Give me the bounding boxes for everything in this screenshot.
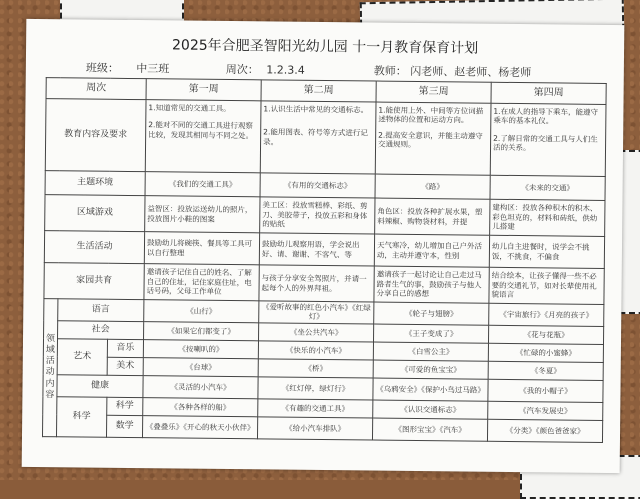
fine-arts-week-1: 《台球》: [143, 357, 258, 376]
content-w1-item-1: 1.知道常见的交通工具。: [148, 103, 231, 114]
health-week-3: 《乌鸦安全》《保护小鸟过马路》: [373, 378, 488, 401]
week-label: 周次：: [225, 62, 259, 77]
areas-week-2: 美工区：投放雪糕棒、彩纸、剪刀、美胶带子，投放五彩和身体的贴纸: [260, 197, 375, 234]
family-week-4: 结合绘本，让孩子懂得一些不必要的交通礼节，如对长辈使用礼貌语言: [489, 267, 604, 304]
domain-activities-label: 领域活动内容: [42, 299, 57, 437]
row-label-life: 生活活动: [44, 231, 144, 264]
header-week-4: 第四周: [491, 82, 606, 104]
science-week-4: 《汽车发展史》: [488, 401, 603, 420]
theme-week-3: 《路》: [375, 174, 490, 199]
content-w1-item-2: 2.能对不同的交通工具进行观察比较，发现其相同与不同之处。: [148, 120, 254, 141]
social-week-1: 《如果它们都变了》: [144, 321, 259, 340]
teacher-value: 闪老师、赵老师、杨老师: [410, 64, 532, 80]
life-week-1: 鼓励幼儿将碗筷、餐具等工具可以自行整理: [144, 232, 259, 265]
areas-week-3: 角色区：投放各种扩展水果，塑料辣椒、购物袋材料，并提: [375, 198, 490, 235]
fine-arts-week-4: 《冬夏》: [488, 361, 603, 380]
social-week-3: 《王子变成了》: [374, 324, 489, 343]
fine-arts-week-2: 《桥》: [258, 359, 373, 378]
math-week-3: 《图形宝宝》《汽车》: [372, 418, 487, 441]
content-w4-item-1: 1.在成人的指导下乘车，能遵守乘车的基本礼仪。: [493, 106, 599, 126]
content-w4-item-2: 2.了解日常的交通工具与人们生活的关系。: [493, 133, 598, 153]
content-w3-item-1: 1.能使用上外、中间等方位词描述物体的位置和运动方向。: [378, 105, 484, 125]
header-week-3: 第三周: [376, 81, 491, 103]
social-week-4: 《花与花瓶》: [489, 325, 604, 344]
music-week-2: 《快乐的小汽车》: [258, 341, 373, 360]
theme-week-1: 《我们的交通工具》: [145, 172, 260, 197]
life-week-2: 鼓励幼儿观察用语，学会说出好、请、谢谢、不客气、等: [259, 233, 374, 266]
health-week-4: 《我的小帽子》: [488, 379, 603, 402]
table-row: [42, 414, 602, 442]
table-row: [44, 263, 604, 305]
row-label-content: 教育内容及要求: [45, 99, 146, 172]
content-week-4: [490, 103, 606, 176]
family-week-3: 邀请孩子一起讨论让自己走过马路者生气的事，鼓励孩子与他人分享自己的感想: [374, 266, 489, 303]
science-week-1: 《各种各样的船》: [143, 397, 258, 416]
health-week-1: 《灵活的小汽车》: [143, 375, 258, 398]
class-value: 中三班: [136, 62, 170, 76]
language-week-4: 《宇宙旅行》《月亮的孩子》: [489, 303, 604, 326]
life-week-4: 幼儿自主进餐时，说学会不挑饭，不挑食，不偏食: [489, 235, 604, 268]
language-week-2: 《爱听故事的红色小汽车》《红绿灯》: [259, 301, 374, 324]
science-week-2: 《有趣的交通工具》: [258, 399, 373, 418]
theme-week-4: 《未来的交通》: [490, 175, 605, 200]
life-week-3: 天气寒冷，幼儿增加自己户外活动，主动并遵守本，性别: [374, 234, 489, 267]
plan-table: [42, 77, 607, 443]
header-week: 周次: [46, 78, 146, 100]
areas-week-4: 建构区：投放各种积木的积木、彩色坦克的，材料和砖纸，供幼儿搭建: [490, 199, 605, 236]
header-week-2: 第二周: [261, 80, 376, 102]
content-w2-item-2: 2.能用图表、符号等方式进行记录。: [263, 127, 368, 147]
teacher-info: [374, 63, 532, 81]
week-value: 1.2.3.4: [266, 63, 305, 77]
class-info: [86, 60, 170, 77]
language-week-1: 《山行》: [144, 300, 259, 323]
class-label: 班级：: [85, 61, 119, 75]
row-label-fine-arts: 美术: [107, 357, 143, 375]
row-label-math: 数学: [106, 415, 142, 437]
header-week-1: 第一周: [146, 79, 261, 101]
fine-arts-week-3: 《可爱的鱼宝宝》: [373, 360, 488, 379]
content-week-1: [145, 100, 261, 173]
areas-week-1: 益智区：投放运送幼儿的照片，投放图片小鞋的图案: [145, 196, 260, 233]
row-label-language: 语言: [58, 299, 144, 322]
document-title: 2025年合肥圣智阳光幼儿园 十一月教育保育计划: [171, 37, 479, 57]
content-week-2: [260, 101, 376, 174]
social-week-2: 《坐公共汽车》: [259, 323, 374, 342]
teacher-label: 教师：: [373, 64, 407, 78]
music-week-4: 《忙碌的小蜜蜂》: [488, 343, 603, 362]
row-label-family: 家园共育: [44, 263, 144, 300]
row-label-social: 社会: [58, 320, 144, 339]
content-w3-item-2: 2.提高安全意识，并能主动遵守交通规则。: [378, 130, 483, 150]
week-info: [226, 61, 305, 78]
row-label-arts: 艺术: [57, 338, 107, 375]
table-row: [45, 195, 605, 237]
math-week-2: 《给小汽车排队》: [257, 417, 372, 440]
family-week-1: 邀请孩子记住自己的姓名、了解自己的住址，记住家庭住址，电话号码，父母工作单位: [144, 264, 259, 301]
health-week-2: 《红灯停，绿灯行》: [258, 377, 373, 400]
row-label-science-group: 科学: [56, 396, 106, 437]
family-week-2: 与孩子分享安全驾照片，并请一起每个人的外界拜祖。: [259, 265, 374, 302]
language-week-3: 《轮子与翅膀》: [374, 302, 489, 325]
theme-week-2: 《有用的交通标志》: [260, 173, 375, 198]
row-label-music: 音乐: [107, 339, 143, 357]
science-week-3: 《认识交通标志》: [373, 400, 488, 419]
music-week-1: 《按喇叭的》: [143, 339, 258, 358]
row-label-science: 科学: [107, 397, 143, 415]
table-row: [45, 99, 606, 177]
music-week-3: 《白雪公主》: [373, 342, 488, 361]
math-week-1: 《叠叠乐》《开心的秋天小伙伴》: [143, 415, 258, 438]
row-label-theme: 主题环境: [45, 171, 145, 196]
content-w2-item-1: 1.认识生活中常见的交通标志。: [263, 104, 369, 115]
row-label-areas: 区域游戏: [45, 195, 145, 232]
row-label-health: 健康: [57, 374, 143, 397]
plan-sheet: [22, 19, 625, 473]
content-week-3: [375, 102, 491, 175]
math-week-4: 《分类》《颜色爸爸家》: [487, 419, 602, 442]
